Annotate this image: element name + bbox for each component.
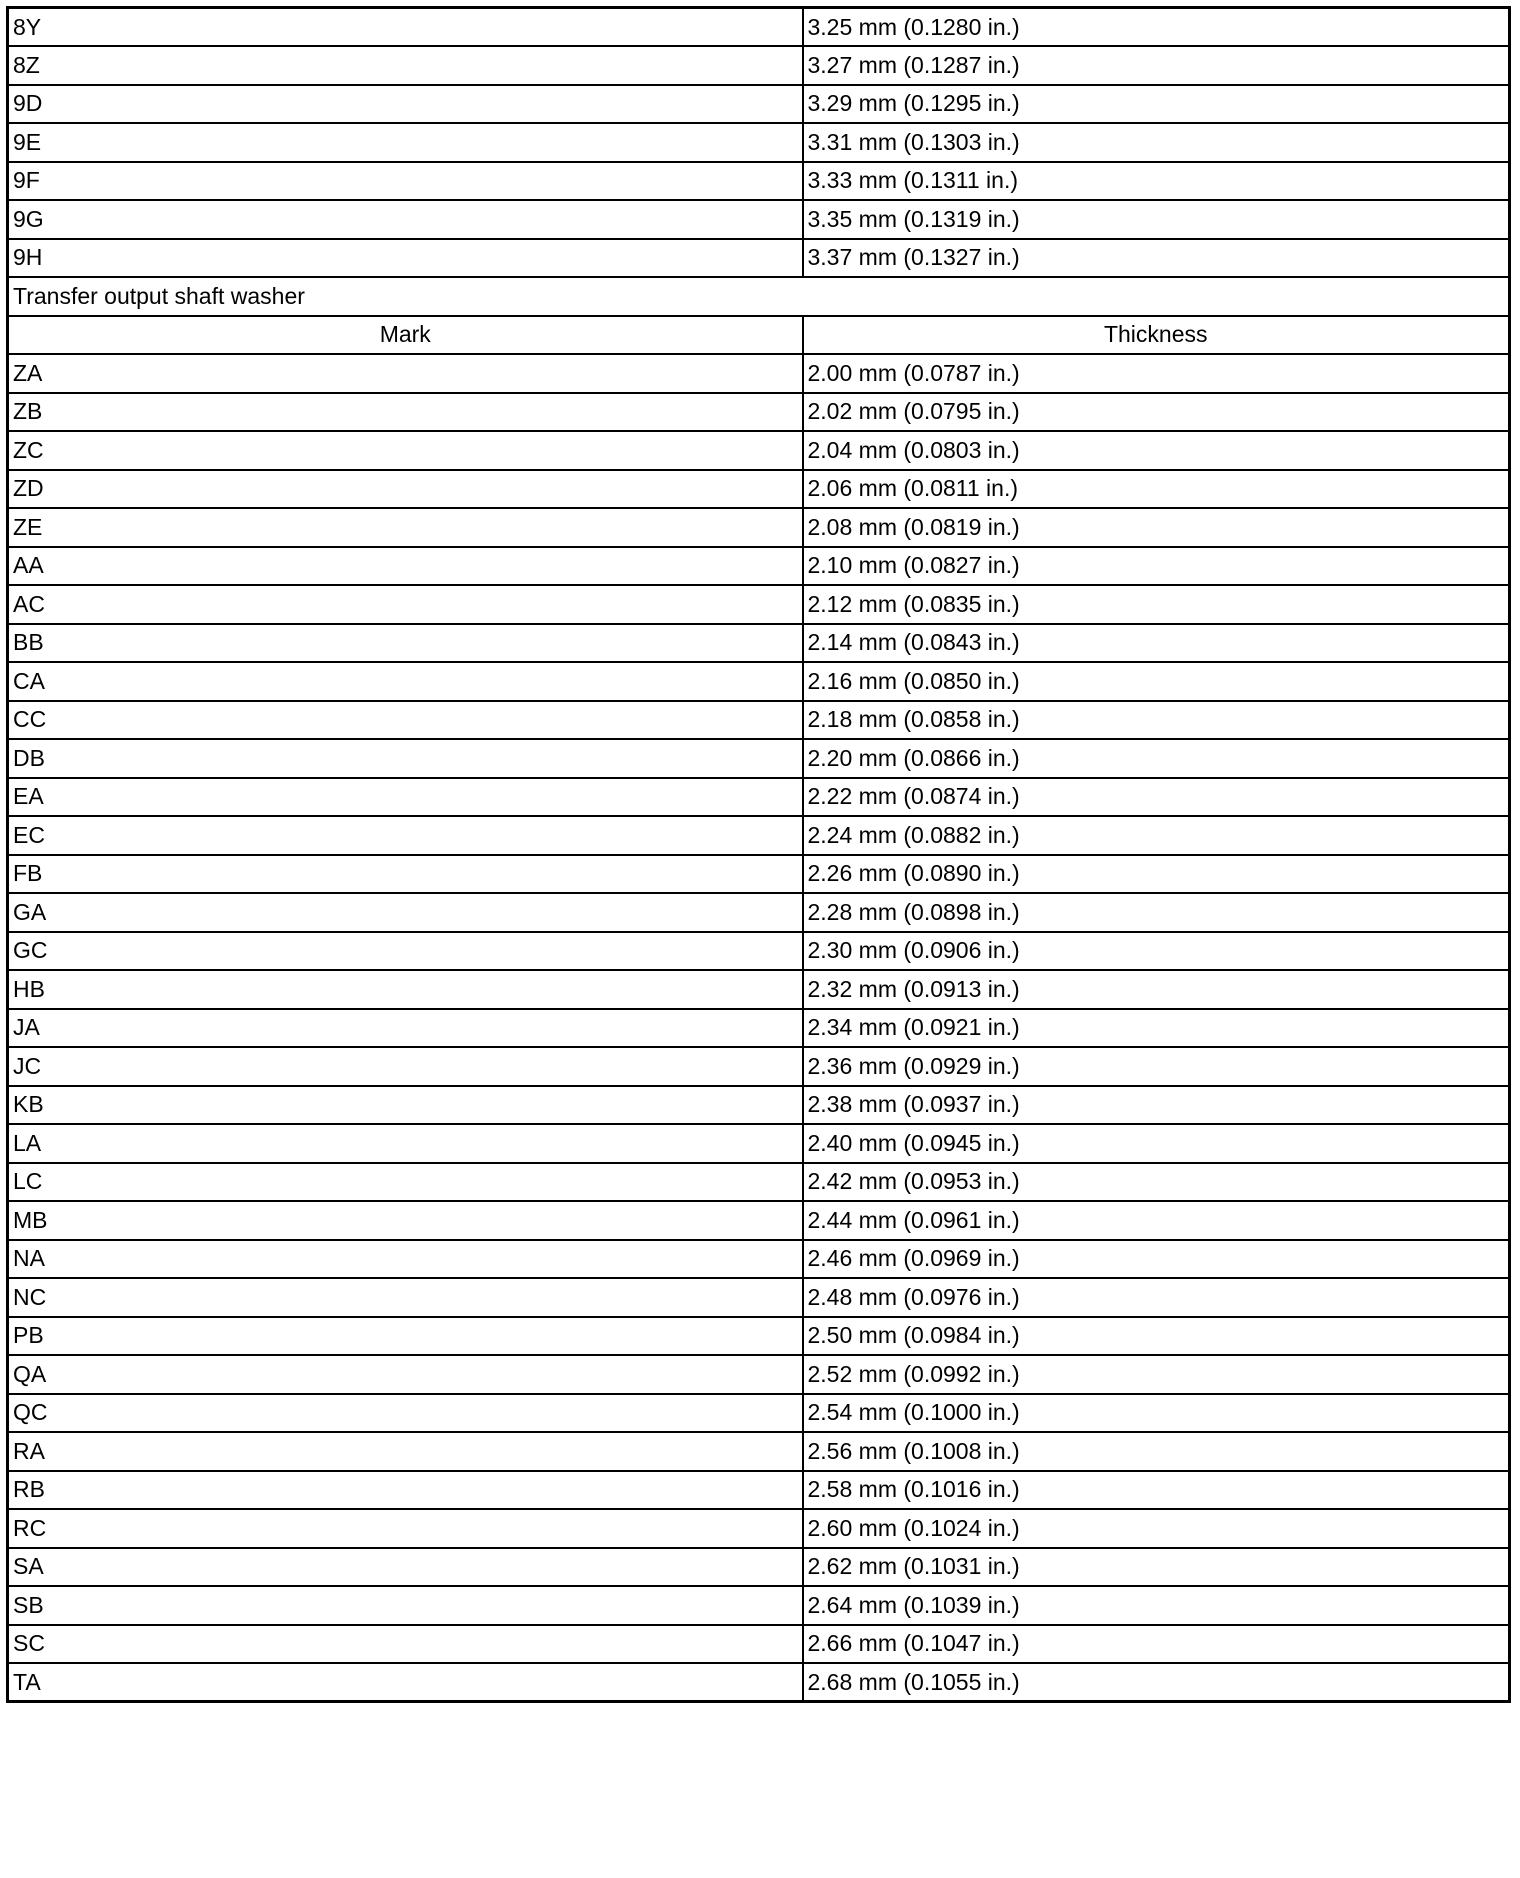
thickness-cell: 2.62 mm (0.1031 in.)	[803, 1548, 1510, 1587]
thickness-cell: 2.34 mm (0.0921 in.)	[803, 1009, 1510, 1048]
thickness-cell: 2.16 mm (0.0850 in.)	[803, 662, 1510, 701]
section-title: Transfer output shaft washer	[8, 277, 1510, 316]
thickness-cell: 2.24 mm (0.0882 in.)	[803, 816, 1510, 855]
mark-cell: KB	[8, 1086, 803, 1125]
thickness-cell: 2.66 mm (0.1047 in.)	[803, 1625, 1510, 1664]
mark-cell: QC	[8, 1394, 803, 1433]
thickness-cell: 2.10 mm (0.0827 in.)	[803, 547, 1510, 586]
thickness-cell: 2.08 mm (0.0819 in.)	[803, 508, 1510, 547]
transfer-output-shaft-washer-section	[8, 277, 1510, 354]
table-row	[8, 1663, 1510, 1702]
thickness-cell: 2.12 mm (0.0835 in.)	[803, 585, 1510, 624]
table-row	[8, 239, 1510, 278]
mark-cell: RB	[8, 1471, 803, 1510]
thickness-cell: 2.22 mm (0.0874 in.)	[803, 778, 1510, 817]
mark-cell: PB	[8, 1317, 803, 1356]
thickness-cell: 2.42 mm (0.0953 in.)	[803, 1163, 1510, 1202]
thickness-cell: 2.40 mm (0.0945 in.)	[803, 1124, 1510, 1163]
table-row	[8, 1086, 1510, 1125]
table-row	[8, 1317, 1510, 1356]
thickness-cell: 2.56 mm (0.1008 in.)	[803, 1432, 1510, 1471]
table-row	[8, 1278, 1510, 1317]
mark-cell: LA	[8, 1124, 803, 1163]
thickness-cell: 3.37 mm (0.1327 in.)	[803, 239, 1510, 278]
thickness-cell: 2.60 mm (0.1024 in.)	[803, 1509, 1510, 1548]
mark-cell: ZE	[8, 508, 803, 547]
mark-cell: FB	[8, 855, 803, 894]
table-row	[8, 547, 1510, 586]
washer-thickness-table	[6, 6, 1511, 1703]
table-row	[8, 46, 1510, 85]
mark-cell: CC	[8, 701, 803, 740]
mark-cell: GC	[8, 932, 803, 971]
mark-cell: LC	[8, 1163, 803, 1202]
thickness-cell: 2.64 mm (0.1039 in.)	[803, 1586, 1510, 1625]
thickness-cell: 2.14 mm (0.0843 in.)	[803, 624, 1510, 663]
mark-cell: EA	[8, 778, 803, 817]
mark-cell: 9E	[8, 123, 803, 162]
thickness-cell: 2.36 mm (0.0929 in.)	[803, 1047, 1510, 1086]
table-row	[8, 8, 1510, 47]
table-row	[8, 701, 1510, 740]
mark-cell: 8Z	[8, 46, 803, 85]
mark-cell: ZD	[8, 470, 803, 509]
table-row	[8, 932, 1510, 971]
table-row	[8, 162, 1510, 201]
mark-column-header: Mark	[8, 316, 803, 355]
mark-cell: ZC	[8, 431, 803, 470]
table-row	[8, 893, 1510, 932]
thickness-cell: 2.04 mm (0.0803 in.)	[803, 431, 1510, 470]
table-row	[8, 662, 1510, 701]
thickness-cell: 2.00 mm (0.0787 in.)	[803, 354, 1510, 393]
table-row	[8, 200, 1510, 239]
table-row	[8, 778, 1510, 817]
table-row	[8, 1586, 1510, 1625]
table-row	[8, 1047, 1510, 1086]
thickness-column-header: Thickness	[803, 316, 1510, 355]
mark-cell: DB	[8, 739, 803, 778]
table-row	[8, 624, 1510, 663]
thickness-cell: 2.52 mm (0.0992 in.)	[803, 1355, 1510, 1394]
mark-cell: JC	[8, 1047, 803, 1086]
thickness-cell: 2.46 mm (0.0969 in.)	[803, 1240, 1510, 1279]
washer-rows	[8, 354, 1510, 1702]
table-row	[8, 354, 1510, 393]
table-row	[8, 855, 1510, 894]
mark-cell: 9H	[8, 239, 803, 278]
mark-cell: SC	[8, 1625, 803, 1664]
table-row	[8, 1124, 1510, 1163]
thickness-cell: 2.68 mm (0.1055 in.)	[803, 1663, 1510, 1702]
mark-cell: AC	[8, 585, 803, 624]
thickness-cell: 3.27 mm (0.1287 in.)	[803, 46, 1510, 85]
table-row	[8, 393, 1510, 432]
thickness-cell: 2.30 mm (0.0906 in.)	[803, 932, 1510, 971]
mark-cell: 9F	[8, 162, 803, 201]
thickness-cell: 2.28 mm (0.0898 in.)	[803, 893, 1510, 932]
thickness-cell: 2.58 mm (0.1016 in.)	[803, 1471, 1510, 1510]
thickness-cell: 3.33 mm (0.1311 in.)	[803, 162, 1510, 201]
thickness-cell: 3.25 mm (0.1280 in.)	[803, 8, 1510, 47]
mark-cell: NC	[8, 1278, 803, 1317]
mark-cell: HB	[8, 970, 803, 1009]
mark-cell: RA	[8, 1432, 803, 1471]
mark-cell: 9G	[8, 200, 803, 239]
thickness-cell: 2.32 mm (0.0913 in.)	[803, 970, 1510, 1009]
table-row	[8, 123, 1510, 162]
table-row	[8, 585, 1510, 624]
table-row	[8, 470, 1510, 509]
mark-cell: SA	[8, 1548, 803, 1587]
mark-cell: BB	[8, 624, 803, 663]
thickness-cell: 2.44 mm (0.0961 in.)	[803, 1201, 1510, 1240]
thickness-cell: 2.38 mm (0.0937 in.)	[803, 1086, 1510, 1125]
thickness-cell: 2.06 mm (0.0811 in.)	[803, 470, 1510, 509]
mark-cell: SB	[8, 1586, 803, 1625]
table-row	[8, 1163, 1510, 1202]
mark-cell: NA	[8, 1240, 803, 1279]
table-row	[8, 1625, 1510, 1664]
table-row	[8, 739, 1510, 778]
table-row	[8, 1355, 1510, 1394]
table-row	[8, 1471, 1510, 1510]
table-header-row	[8, 316, 1510, 355]
table-row	[8, 1009, 1510, 1048]
mark-cell: QA	[8, 1355, 803, 1394]
table-row	[8, 85, 1510, 124]
thickness-cell: 2.50 mm (0.0984 in.)	[803, 1317, 1510, 1356]
thickness-cell: 2.54 mm (0.1000 in.)	[803, 1394, 1510, 1433]
mark-cell: JA	[8, 1009, 803, 1048]
thickness-cell: 3.29 mm (0.1295 in.)	[803, 85, 1510, 124]
table-row	[8, 970, 1510, 1009]
mark-cell: ZA	[8, 354, 803, 393]
thickness-cell: 3.31 mm (0.1303 in.)	[803, 123, 1510, 162]
table-row	[8, 1394, 1510, 1433]
mark-cell: TA	[8, 1663, 803, 1702]
thickness-cell: 2.20 mm (0.0866 in.)	[803, 739, 1510, 778]
mark-cell: EC	[8, 816, 803, 855]
previous-washer-rows	[8, 8, 1510, 278]
mark-cell: GA	[8, 893, 803, 932]
table-row	[8, 1548, 1510, 1587]
mark-cell: 9D	[8, 85, 803, 124]
table-row	[8, 816, 1510, 855]
thickness-cell: 2.18 mm (0.0858 in.)	[803, 701, 1510, 740]
mark-cell: RC	[8, 1509, 803, 1548]
table-row	[8, 431, 1510, 470]
mark-cell: ZB	[8, 393, 803, 432]
table-row	[8, 1201, 1510, 1240]
mark-cell: 8Y	[8, 8, 803, 47]
mark-cell: AA	[8, 547, 803, 586]
table-row	[8, 1240, 1510, 1279]
thickness-cell: 2.26 mm (0.0890 in.)	[803, 855, 1510, 894]
thickness-cell: 3.35 mm (0.1319 in.)	[803, 200, 1510, 239]
thickness-cell: 2.02 mm (0.0795 in.)	[803, 393, 1510, 432]
table-row	[8, 1432, 1510, 1471]
table-row	[8, 508, 1510, 547]
thickness-cell: 2.48 mm (0.0976 in.)	[803, 1278, 1510, 1317]
section-title-row	[8, 277, 1510, 316]
table-row	[8, 1509, 1510, 1548]
mark-cell: CA	[8, 662, 803, 701]
mark-cell: MB	[8, 1201, 803, 1240]
